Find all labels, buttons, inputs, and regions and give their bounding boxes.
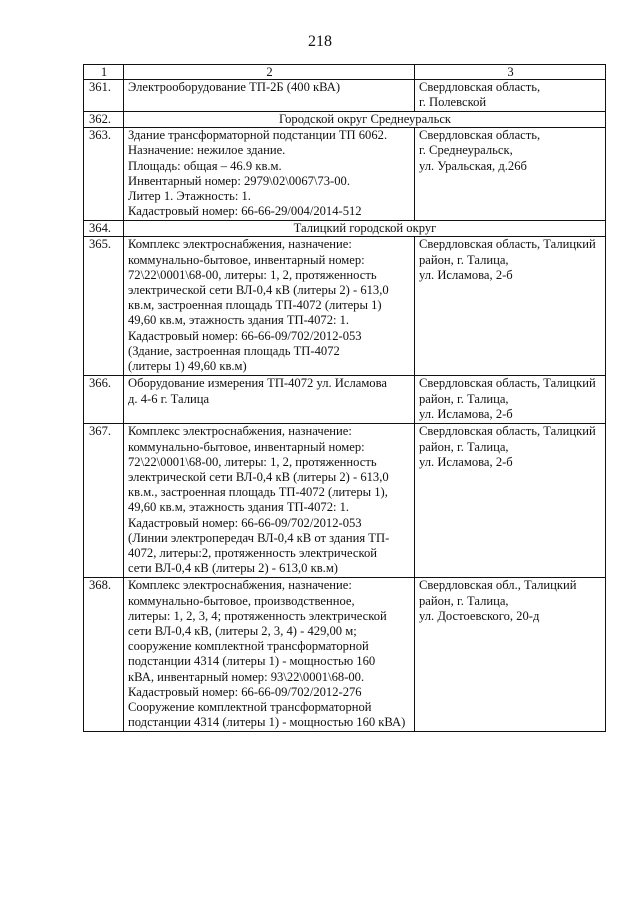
row-description: Комплекс электроснабжения, назначение: коммунально-бытовое, инвентарный номер: 72\22\0001\68-00, литеры: 1, 2, протяженность электрической сети ВЛ-0,4 кВ (литеры 2) - 613,0 кв.м., застроенная площадь ТП-4072 (литеры 1), 49,60 кв.м, этажность здания ТП-4072: 1. Кадастровый номер: 66-66-09/702/2012-053 (Линии электропередач ВЛ-0,4 кВ от здания ТП- 4072, литеры:2, протяженность электрической сети ВЛ-0,4 кВ (литеры 2) - 613,0 кв.м) (124, 424, 415, 578)
table-header-row (84, 65, 606, 80)
row-address: Свердловская область, г. Полевской (415, 80, 606, 112)
group-row (84, 221, 606, 237)
group-row (84, 112, 606, 128)
row-number: 362. (84, 112, 124, 128)
row-description: Здание трансформаторной подстанции ТП 6062. Назначение: нежилое здание. Площадь: общая – 46.9 кв.м. Инвентарный номер: 2979\02\0067\73-00. Литер 1. Этажность: 1. Кадастровый номер: 66-66-29/004/2014-512 (124, 128, 415, 221)
row-address: Свердловская область, Талицкий район, г. Талица, ул. Исламова, 2-б (415, 424, 606, 578)
row-description: Оборудование измерения ТП-4072 ул. Исламова д. 4-6 г. Талица (124, 376, 415, 424)
page-number: 218 (308, 33, 332, 50)
row-description: Комплекс электроснабжения, назначение: коммунально-бытовое, производственное, литеры: 1, 2, 3, 4; протяженность электрической сети ВЛ-0,4 кВ, (литеры 2, 3, 4) - 429,00 м; сооружение комплектной трансформаторной подстанции 4314 (литеры 1) - мощностью 160 кВА, инвентарный номер: 93\22\0001\68-00. Кадастровый номер: 66-66-09/702/2012-276 Сооружение комплектной трансформаторной подстанции 4314 (литеры 1) - мощностью 160 кВА) (124, 578, 415, 732)
row-address: Свердловская область, Талицкий район, г. Талица, ул. Исламова, 2-б (415, 237, 606, 376)
column-header-address: 3 (415, 65, 606, 80)
row-address: Свердловская обл., Талицкий район, г. Талица, ул. Достоевского, 20-д (415, 578, 606, 732)
row-number: 366. (84, 376, 124, 424)
row-description: Комплекс электроснабжения, назначение: коммунально-бытовое, инвентарный номер: 72\22\0001\68-00, литеры: 1, 2, протяженность электрической сети ВЛ-0,4 кВ (литеры 2) - 613,0 кв.м, застроенная площадь ТП-4072 (литеры 1) 49,60 кв.м, этажность здания ТП-4072: 1. Кадастровый номер: 66-66-09/702/2012-053 (Здание, застроенная площадь ТП-4072 (литеры 1) 49,60 кв.м) (124, 237, 415, 376)
row-number: 367. (84, 424, 124, 578)
table-row (84, 424, 606, 578)
row-number: 368. (84, 578, 124, 732)
table-row (84, 237, 606, 376)
row-number: 364. (84, 221, 124, 237)
row-number: 363. (84, 128, 124, 221)
group-heading: Талицкий городской округ (124, 221, 606, 237)
row-address: Свердловская область, г. Среднеуральск, ул. Уральская, д.26б (415, 128, 606, 221)
column-header-description: 2 (124, 65, 415, 80)
row-address: Свердловская область, Талицкий район, г. Талица, ул. Исламова, 2-б (415, 376, 606, 424)
row-number: 365. (84, 237, 124, 376)
table-row (84, 80, 606, 112)
column-header-number: 1 (84, 65, 124, 80)
row-description: Электрооборудование ТП-2Б (400 кВА) (124, 80, 415, 112)
property-registry-table (83, 64, 606, 732)
table-row (84, 128, 606, 221)
row-number: 361. (84, 80, 124, 112)
table-row (84, 376, 606, 424)
table-row (84, 578, 606, 732)
group-heading: Городской округ Среднеуральск (124, 112, 606, 128)
